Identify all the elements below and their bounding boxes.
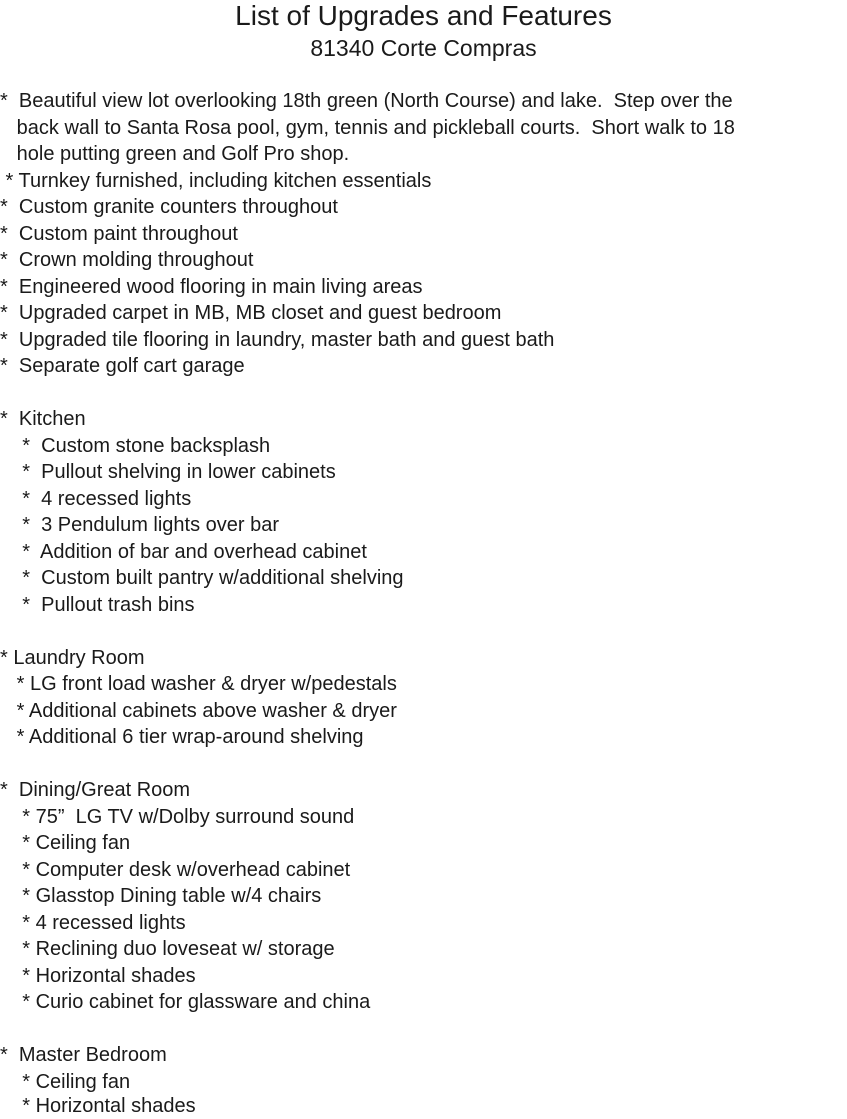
list-item: * 4 recessed lights — [0, 488, 192, 510]
list-item: * Upgraded tile flooring in laundry, master bath and guest bath — [0, 329, 555, 351]
list-item: * 4 recessed lights — [0, 912, 186, 934]
list-item: * Curio cabinet for glassware and china — [0, 991, 371, 1013]
list-item: * Ceiling fan — [0, 832, 131, 854]
list-item: * Engineered wood flooring in main living areas — [0, 276, 423, 298]
list-item: * Glasstop Dining table w/4 chairs — [0, 885, 322, 907]
section-heading-master-bedroom: * Master Bedroom — [0, 1044, 167, 1066]
list-item: * 75” LG TV w/Dolby surround sound — [0, 806, 355, 828]
list-item: hole putting green and Golf Pro shop. — [0, 143, 350, 165]
list-item: * LG front load washer & dryer w/pedestals — [0, 673, 397, 695]
list-item: * Custom stone backsplash — [0, 435, 271, 457]
list-item: * Addition of bar and overhead cabinet — [0, 541, 367, 563]
page-title: List of Upgrades and Features — [235, 0, 612, 31]
list-item: * Additional cabinets above washer & dryer — [0, 700, 397, 722]
list-item: back wall to Santa Rosa pool, gym, tennis and pickleball courts. Short walk to 18 — [0, 117, 735, 139]
list-item: * Horizontal shades — [0, 1095, 196, 1117]
list-item: * Horizontal shades — [0, 965, 196, 987]
list-item: * Beautiful view lot overlooking 18th green (North Course) and lake. Step over the — [0, 90, 733, 112]
list-item: * Computer desk w/overhead cabinet — [0, 859, 351, 881]
list-item: * Pullout trash bins — [0, 594, 195, 616]
section-heading-dining: * Dining/Great Room — [0, 779, 191, 801]
list-item: * Crown molding throughout — [0, 249, 254, 271]
list-item: * Ceiling fan — [0, 1071, 131, 1093]
list-item: * Reclining duo loveseat w/ storage — [0, 938, 335, 960]
list-item: * Custom paint throughout — [0, 223, 238, 245]
list-item: * Separate golf cart garage — [0, 355, 245, 377]
list-item: * Custom granite counters throughout — [0, 196, 338, 218]
section-heading-kitchen: * Kitchen — [0, 408, 86, 430]
page-subtitle: 81340 Corte Compras — [310, 35, 537, 61]
list-item: * Turnkey furnished, including kitchen essentials — [0, 170, 432, 192]
list-item: * Custom built pantry w/additional shelving — [0, 567, 404, 589]
list-item: * Additional 6 tier wrap-around shelving — [0, 726, 364, 748]
list-item: * Upgraded carpet in MB, MB closet and guest bedroom — [0, 302, 502, 324]
section-heading-laundry: * Laundry Room — [0, 647, 145, 669]
list-item: * 3 Pendulum lights over bar — [0, 514, 280, 536]
list-item: * Pullout shelving in lower cabinets — [0, 461, 336, 483]
